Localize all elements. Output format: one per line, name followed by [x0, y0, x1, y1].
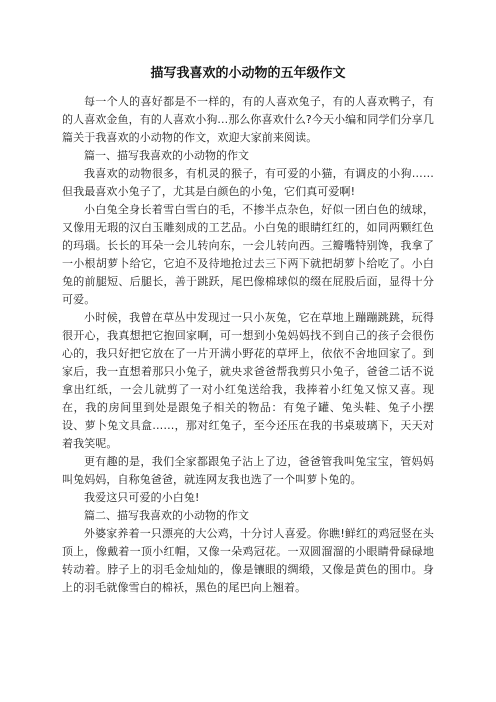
paragraph: 小时候，我曾在草丛中发现过一只小灰兔，它在草地上蹦蹦跳跳，玩得很开心，我真想把它抱回家啊，可一想到小兔妈妈找不到自己的孩子会很伤心的，我只好把它放在了一片开满小野花的草坪上，依依不舍地回家了。到家后，我一直想着那只小兔子，就央求爸爸帮我剪只小兔子，爸爸二话不说拿出红纸，一会儿就剪了一对小红兔送给我，我捧着小红兔又惊又喜。现在，我的房间里到处是跟兔子相关的物品：有兔子罐、兔头鞋、兔子小摆设、萝卜兔文具盒……，那对红兔子，至今还压在我的书桌玻璃下，天天对着我笑呢。	[62, 311, 434, 450]
paragraph: 更有趣的是，我们全家都跟兔子沾上了边，爸爸管我叫兔宝宝，管妈妈叫兔妈妈，自称兔爸爸，就连网友我也选了一个叫萝卜兔的。	[62, 455, 434, 486]
paragraph: 外婆家养着一只漂亮的大公鸡，十分讨人喜爱。你瞧!鲜红的鸡冠竖在头顶上，像戴着一顶小红帽，又像一朵鸡冠花。一双圆溜溜的小眼睛骨碌碌地转动着。脖子上的羽毛金灿灿的，像是镶眼的绸缎，又像是黄色的围巾。身上的羽毛就像雪白的棉袄，黑色的尾巴向上翘着。	[62, 527, 434, 594]
paragraph: 我喜欢的动物很多，有机灵的猴子，有可爱的小猫，有调皮的小狗……但我最喜欢小兔子了，尤其是白颜色的小兔，它们真可爱啊!	[62, 167, 434, 198]
paragraph: 我爱这只可爱的小白兔!	[84, 491, 200, 504]
paragraph: 每一个人的喜好都是不一样的，有的人喜欢兔子，有的人喜欢鸭子，有的人喜欢金鱼，有的人喜欢小狗...那么你喜欢什么?今天小编和同学们分享几篇关于我喜欢的小动物的作文，欢迎大家前来阅读。	[62, 95, 434, 144]
section-heading: 篇一、描写我喜欢的小动物的作文	[84, 149, 249, 162]
document-body	[62, 93, 434, 597]
section-heading: 篇二、描写我喜欢的小动物的作文	[84, 509, 249, 522]
paragraph: 小白兔全身长着雪白雪白的毛，不掺半点杂色，好似一团白色的绒球，又像用无瑕的汉白玉雕刻成的工艺品。小白兔的眼睛红红的，如同两颗红色的玛瑙。长长的耳朵一会儿转向东，一会儿转向西。三瓣嘴特别馋，我拿了一小根胡萝卜给它，它迫不及待地抢过去三下两下就把胡萝卜给吃了。小白兔的前腿短、后腿长，善于跳跃，尾巴像棉球似的缀在屁股后面，显得十分可爱。	[62, 203, 434, 306]
document-title: 描写我喜欢的小动物的五年级作文	[150, 66, 346, 81]
